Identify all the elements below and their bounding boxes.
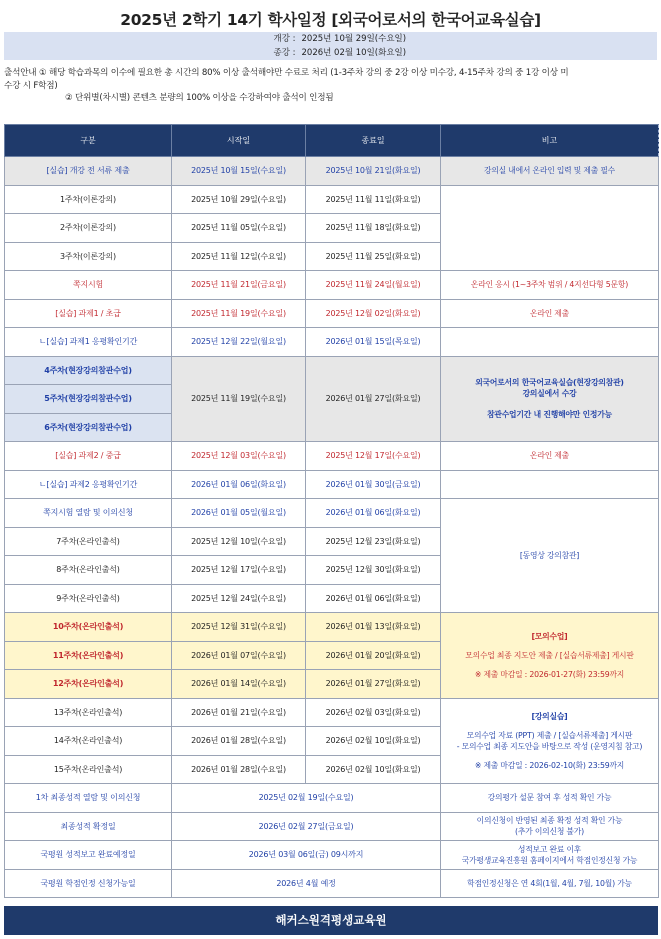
page-title: 2025년 2학기 14기 학사일정 [외국어로서의 한국어교육실습]: [120, 11, 541, 29]
table-row: [실습] 과제2 / 중급 2025년 12월 03일(수요일) 2025년 12월 17일(수요일) 온라인 제출: [5, 442, 659, 471]
table-row: 국평원 학점인정 신청가능일 2026년 4월 예정 학점인정신청은 연 4회(1월, 4월, 7월, 10월) 가능: [5, 869, 659, 898]
table-row: 1주차(이론강의) 2025년 10월 29일(수요일) 2025년 11월 11일(화요일): [5, 185, 659, 214]
table-row: 7주차(온라인출석) 2025년 12월 10일(수요일) 2025년 12월 23일(화요일): [5, 527, 659, 556]
end-date-row: 종강 : 2026년 02월 10일(화요일): [273, 48, 407, 58]
table-row: 5주차(현장강의참관수업): [5, 385, 659, 414]
table-row: 11주차(온라인출석) 2026년 01월 07일(수요일) 2026년 01월 20일(화요일): [5, 641, 659, 670]
teaching-practice-note: [강의실습] 모의수업 자료 (PPT) 제출 / [실습서류제출] 게시판 - 모의수업 최종 지도안을 바탕으로 작성 (운영지침 참고) ※ 제출 마감일 : 2026-02-10(화) 23:59까지: [441, 698, 659, 784]
header-end: 종료일: [306, 125, 441, 157]
table-row: 1차 최종성적 열람 및 이의신청 2025년 02월 19일(수요일) 강의평가 설문 참여 후 성적 확인 가능: [5, 784, 659, 813]
table-row: 8주차(온라인출석) 2025년 12월 17일(수요일) 2025년 12월 30일(화요일): [5, 556, 659, 585]
table-row: 14주차(온라인출석) 2026년 01월 28일(수요일) 2026년 02월 10일(화요일): [5, 727, 659, 756]
header-notes: 비고: [441, 125, 659, 157]
note-line-1: 출석안내 ① 해당 학습과목의 이수에 필요한 총 시간의 80% 이상 출석해야만 수료로 처리 (1-3주차 강의 중 2강 이상 미수강, 4-15주차 강의 중 1강 이상 미: [4, 68, 569, 78]
note-line-2: ② 단위별(차시별) 콘텐츠 분량의 100% 이상을 수강하여야 출석이 인정됨: [65, 93, 334, 103]
table-row: 국평원 성적보고 완료예정일 2026년 03월 06일(금) 09시까지 성적보고 완료 이후 국가평생교육진흥원 홈페이지에서 학점인정신청 가능: [5, 841, 659, 870]
table-row: ㄴ[실습] 과제2 응평확인기간 2026년 01월 06일(화요일) 2026년 01월 30일(금요일): [5, 470, 659, 499]
table-row: 9주차(온라인출석) 2025년 12월 24일(수요일) 2026년 01월 06일(화요일): [5, 584, 659, 613]
table-row: [실습] 과제1 / 초급 2025년 11월 19일(수요일) 2025년 12월 02일(화요일) 온라인 제출: [5, 299, 659, 328]
observation-note: 외국어로서의 한국어교육실습(현장강의참관) 강의실에서 수강 참관수업기간 내 진행해야만 인정가능: [441, 356, 659, 442]
table-header: [5, 125, 659, 157]
table-row: 최종성적 확정일 2026년 02월 27일(금요일) 이의신청이 반영된 최종 확정 성적 확인 가능 (추가 이의신청 불가): [5, 812, 659, 841]
table-row: ㄴ[실습] 과제1 응평확인기간 2025년 12월 22일(월요일) 2026년 01월 15일(목요일): [5, 328, 659, 357]
header-start: 시작일: [172, 125, 306, 157]
term-dates: [4, 32, 657, 60]
table-row: 6주차(현장강의참관수업): [5, 413, 659, 442]
note-line-1b: 수강 시 F학점): [4, 80, 58, 91]
table-row: 쪽지시험 열람 및 이의신청 2026년 01월 05일(월요일) 2026년 01월 06일(화요일) [동영상 강의참관]: [5, 499, 659, 528]
table-row: 12주차(온라인출석) 2026년 01월 14일(수요일) 2026년 01월 27일(화요일): [5, 670, 659, 699]
start-date-row: 개강 : 2025년 10월 29일(수요일): [273, 34, 407, 44]
attendance-notes: [4, 67, 657, 105]
table-row: 13주차(온라인출석) 2026년 01월 21일(수요일) 2026년 02월 03일(화요일) [강의실습] 모의수업 자료 (PPT) 제출 / [실습서류제출] 게시판 - 모의수업 최종 지도안을 바탕으로 작성 (운영지침 참고) ※ 제출 마감일 : 2026-02-10(화) 23:59까지: [5, 698, 659, 727]
footer-brand: 해커스원격평생교육원: [4, 906, 658, 935]
table-row: 15주차(온라인출석) 2026년 01월 28일(수요일) 2026년 02월 10일(화요일): [5, 755, 659, 784]
table-row: 쪽지시험 2025년 11월 21일(금요일) 2025년 11월 24일(월요일) 온라인 응시 (1~3주차 범위 / 4지선다형 5문항): [5, 271, 659, 300]
table-row: 3주차(이론강의) 2025년 11월 12일(수요일) 2025년 11월 25일(화요일): [5, 242, 659, 271]
header-category: 구분: [5, 125, 172, 157]
table-row: 2주차(이론강의) 2025년 11월 05일(수요일) 2025년 11월 18일(화요일): [5, 214, 659, 243]
schedule-table: [4, 124, 659, 898]
mock-class-note: [모의수업] 모의수업 최종 지도안 제출 / [실습서류제출] 게시판 ※ 제출 마감일 : 2026-01-27(화) 23:59까지: [441, 613, 659, 699]
table-row: [실습] 개강 전 서류 제출 2025년 10월 15일(수요일) 2025년 10월 21일(화요일) 강의실 내에서 온라인 입력 및 제출 필수: [5, 157, 659, 186]
table-row: 10주차(온라인출석) 2025년 12월 31일(수요일) 2026년 01월 13일(화요일) [모의수업] 모의수업 최종 지도안 제출 / [실습서류제출] 게시판 ※ 제출 마감일 : 2026-01-27(화) 23:59까지: [5, 613, 659, 642]
table-row: 4주차(현장강의참관수업) 2025년 11월 19일(수요일) 2026년 01월 27일(화요일) 외국어로서의 한국어교육실습(현장강의참관) 강의실에서 수강 참관수업기간 내 진행해야만 인정가능: [5, 356, 659, 385]
